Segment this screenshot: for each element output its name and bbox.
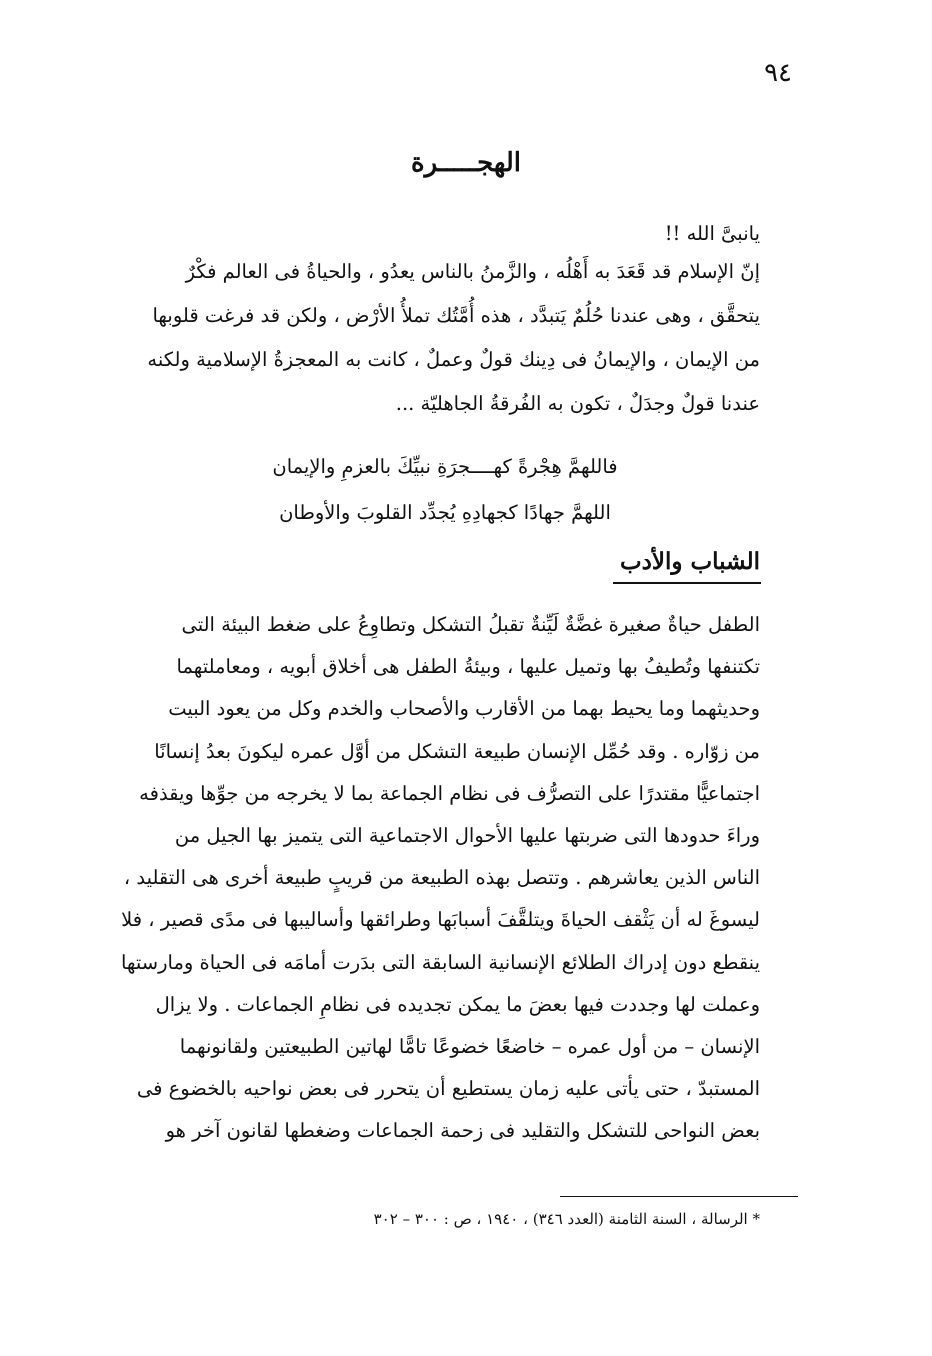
paragraph-line: الناس الذين يعاشرهم . وتتصل بهذه الطبيعة من قريبٍ طبيعة أخرى هى التقليد ، <box>123 866 760 890</box>
paragraph-hijra <box>100 250 760 426</box>
paragraph-line: يتحقَّق ، وهى عندنا حُلُمٌ يَتبدَّد ، هذه أُمَّتُك تملأُ الأرْض ، ولكن قد فرغت قلوبها <box>152 304 760 327</box>
page-number: ٩٤ <box>764 58 792 88</box>
paragraph-line: ينقطع دون إدراك الطلائع الإنسانية السابقة التى بدَرت أمامَه فى الحياة ومارستها <box>120 950 760 974</box>
page-title: الهجـــــرة <box>411 148 521 178</box>
paragraph-line: من الإيمان ، والإيمانُ فى دِينك قولٌ وعملٌ ، كانت به المعجزةُ الإسلامية ولكنه <box>147 348 760 371</box>
paragraph-line: اجتماعيًّا مقتدرًا على التصرُّف فى نظام الجماعة بما لا يخرجه من جوِّها ويقذفه <box>139 781 760 805</box>
section-heading: الشباب والأدب <box>619 548 760 575</box>
paragraph-line: الإنسان – من أول عمره – خاضعًا خضوعًا تامًّا لهاتين الطبيعتين ولقانونهما <box>179 1034 760 1058</box>
verse-block <box>230 444 660 536</box>
verse-line: فاللهمَّ هِجْرةً كهــــجرَةِ نبيِّكَ بالعزمِ والإيمان <box>272 455 618 478</box>
paragraph-line: وعملت لها وجددت فيها بعضَ ما يمكن تجديده فى نظامِ الجماعات . ولا يزال <box>155 992 760 1016</box>
paragraph-line: تكتنفها وتُطيفُ بها وتميل عليها ، وبيئةُ الطفل هى أخلاق أبويه ، ومعاملتهما <box>176 655 760 679</box>
paragraph-line: بعض النواحى للتشكل والتقليد فى زحمة الجماعات وضغطها لقانون آخر هو <box>165 1119 760 1143</box>
intro-text: يانبىَّ الله !! <box>664 222 760 245</box>
section-heading-underline <box>613 582 761 584</box>
paragraph-youth <box>100 604 760 1152</box>
footnote: * الرسالة ، السنة الثامنة (العدد ٣٤٦) ، ١٩٤٠ ، ص : ٣٠٠ – ٣٠٢ <box>373 1210 760 1228</box>
verse-line: اللهمَّ جهادًا كجهادِهِ يُجدِّد القلوبَ والأوطان <box>279 501 611 524</box>
paragraph-line: وحديثهما وما يحيط بهما من الأقارب والأصحاب والخدم وكل من يعود البيت <box>168 697 760 721</box>
paragraph-line: من زوّاره . وقد حُمِّل الإنسان طبيعة التشكل من أوَّل عمره ليكونَ بعدُ إنسانًا <box>154 739 760 763</box>
paragraph-line: وراءَ حدودها التى ضربتها عليها الأحوال الاجتماعية التى يتميز بها الجيل من <box>174 823 760 847</box>
paragraph-line: المستبدّ ، حتى يأتى عليه زمان يستطيع أن يتحرر فى بعض نواحيه بالخضوع فى <box>136 1077 760 1101</box>
footnote-separator <box>560 1196 798 1197</box>
paragraph-line: ليسوغَ له أن يَثْقف الحياةَ ويتلقَّفَ أسبابَها وطرائقها وأساليبها فى مدًى قصير ، فلا <box>121 908 760 932</box>
paragraph-line: عندنا قولٌ وجدَلٌ ، تكون به الفُرقةُ الجاهليّة ... <box>395 392 760 415</box>
paragraph-line: الطفل حياةٌ صغيرة غضَّةٌ لَيِّنةٌ تقبلُ التشكل وتطاوِعُ على ضغط البيئة التى <box>181 613 760 636</box>
paragraph-line: إنّ الإسلام قد قَعَدَ به أَهْلُه ، والزَّمنُ بالناس يعدُو ، والحياةُ فى العالم فكْرٌ <box>185 260 760 283</box>
